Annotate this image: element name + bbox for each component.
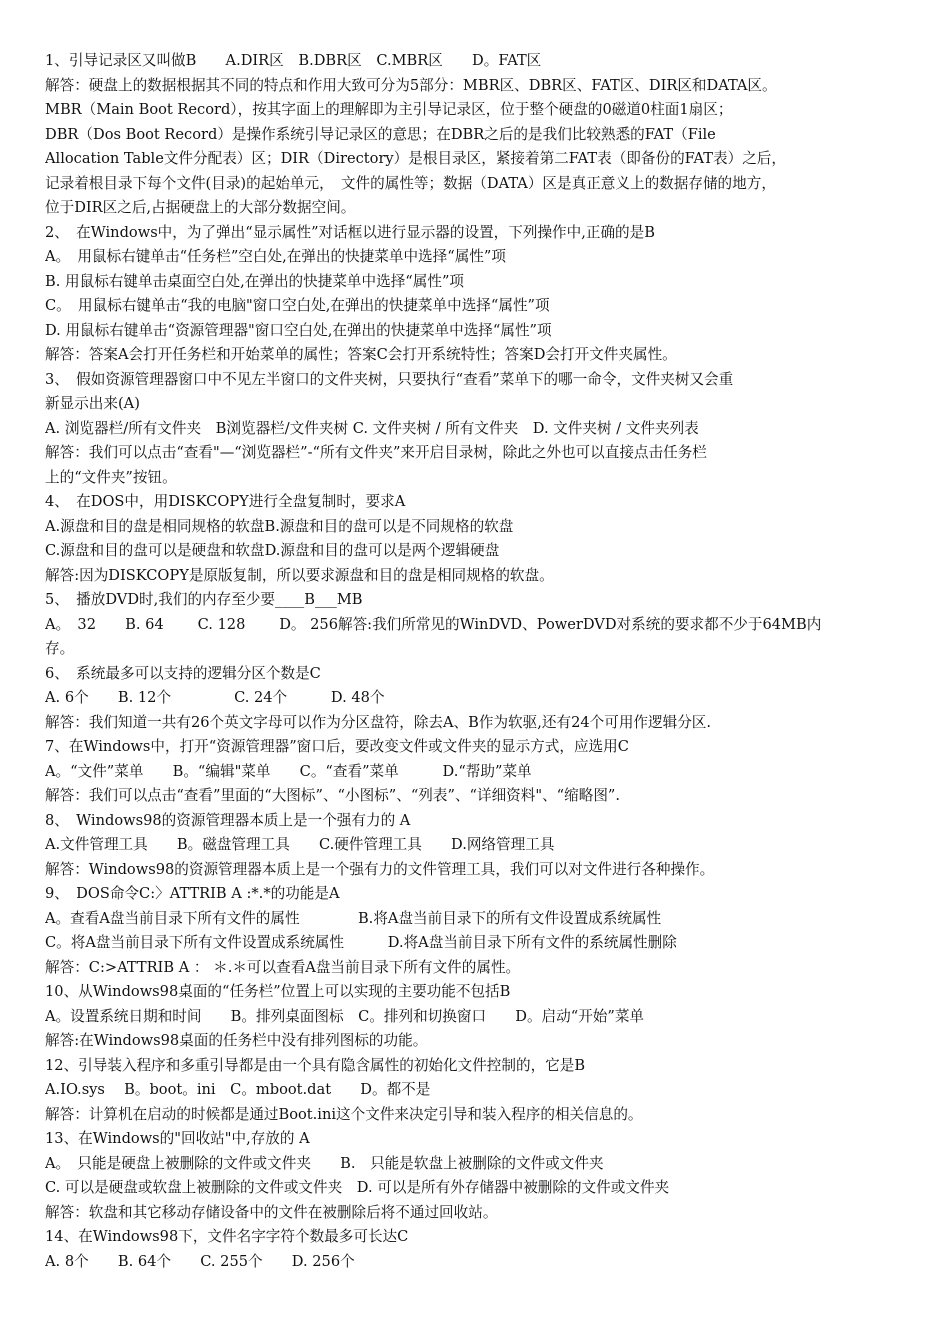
document-body	[45, 49, 925, 1274]
text-line: DBR（Dos Boot Record）是操作系统引导记录区的意思；在DBR之后的是我们比较熟悉的FAT（File	[45, 125, 716, 143]
text-line: C.源盘和目的盘可以是硬盘和软盘D.源盘和目的盘可以是两个逻辑硬盘	[45, 542, 500, 559]
text-line: C。 用鼠标右键单击“我的电脑"窗口空白处,在弹出的快捷菜单中选择“属性”项	[45, 297, 550, 314]
text-line: A.文件管理工具 B。磁盘管理工具 C.硬件管理工具 D.网络管理工具	[45, 836, 555, 853]
text-line: 解答：硬盘上的数据根据其不同的特点和作用大致可分为5部分：MBR区、DBR区、FAT区、DIR区和DATA区。	[45, 76, 777, 94]
text-line: A。 用鼠标右键单击“任务栏”空白处,在弹出的快捷菜单中选择“属性”项	[45, 248, 506, 265]
text-line: 记录着根目录下每个文件(目录)的起始单元， 文件的属性等；数据（DATA）区是真正意义上的数据存储的地方，	[45, 174, 776, 192]
text-line: D. 用鼠标右键单击“资源管理器"窗口空白处,在弹出的快捷菜单中选择“属性”项	[45, 321, 552, 339]
text-line: A。 只能是硬盘上被删除的文件或文件夹 B. 只能是软盘上被删除的文件或文件夹	[45, 1154, 604, 1172]
text-line: 解答：软盘和其它移动存储设备中的文件在被删除后将不通过回收站。	[45, 1203, 498, 1221]
text-line: 9、 DOS命令C:〉ATTRIB A :*.*的功能是A	[45, 885, 340, 902]
text-line: 13、在Windows的"回收站"中,存放的 A	[45, 1130, 310, 1147]
text-line: 解答：C:>ATTRIB A ： ＊.＊可以查看A盘当前目录下所有文件的属性。	[45, 958, 521, 976]
text-line: A.IO.sys B。boot。ini C。mboot.dat D。都不是	[45, 1081, 431, 1098]
text-line: 解答：我们可以点击“查看”里面的“大图标”、“小图标”、“列表”、“详细资料"、“缩略图”.	[45, 787, 621, 804]
text-line: A。设置系统日期和时间 B。排列桌面图标 C。排列和切换窗口 D。启动“开始”菜单	[45, 1007, 645, 1025]
text-line: 8、 Windows98的资源管理器本质上是一个强有力的 A	[45, 811, 411, 829]
text-line: 解答:因为DISKCOPY是原版复制，所以要求源盘和目的盘是相同规格的软盘。	[45, 566, 554, 584]
text-line: 7、在Windows中，打开“资源管理器”窗口后，要改变文件或文件夹的显示方式，应选用C	[45, 738, 629, 755]
text-line: A。 32 B. 64 C. 128 D。 256解答:我们所常见的WinDVD、PowerDVD对系统的要求都不少于64MB内	[45, 615, 822, 633]
text-line: 位于DIR区之后,占据硬盘上的大部分数据空间。	[45, 199, 356, 216]
text-line: 解答：答案A会打开任务栏和开始菜单的属性；答案C会打开系统特性；答案D会打开文件夹属性。	[45, 346, 677, 363]
text-line: B. 用鼠标右键单击桌面空白处,在弹出的快捷菜单中选择“属性”项	[45, 272, 465, 290]
text-line: 10、从Windows98桌面的“任务栏”位置上可以实现的主要功能不包括B	[45, 983, 511, 1000]
text-line: 解答：Windows98的资源管理器本质上是一个强有力的文件管理工具，我们可以对文件进行各种操作。	[45, 860, 715, 878]
text-line: 1、引导记录区又叫做B A.DIR区 B.DBR区 C.MBR区 D。FAT区	[45, 52, 542, 69]
text-line: 解答:在Windows98桌面的任务栏中没有排列图标的功能。	[45, 1032, 428, 1049]
text-line: C。将A盘当前目录下所有文件设置成系统属性 D.将A盘当前目录下所有文件的系统属性删除	[45, 934, 677, 951]
text-line: 6、 系统最多可以支持的逻辑分区个数是C	[45, 664, 321, 682]
text-line: 解答：我们可以点击“查看"—“浏览器栏”-“所有文件夹”来开启目录树，除此之外也可以直接点击任务栏	[45, 444, 707, 461]
text-line: A. 8个 B. 64个 C. 255个 D. 256个	[45, 1252, 355, 1270]
text-line: A. 6个 B. 12个 C. 24个 D. 48个	[45, 689, 385, 706]
text-line: 2、 在Windows中，为了弹出“显示属性”对话框以进行显示器的设置，下列操作中,正确的是B	[45, 223, 655, 241]
text-line: 解答：我们知道一共有26个英文字母可以作为分区盘符，除去A、B作为软驱,还有24个可用作逻辑分区.	[45, 713, 712, 731]
text-line: 解答：计算机在启动的时候都是通过Boot.ini这个文件来决定引导和装入程序的相关信息的。	[45, 1105, 643, 1123]
text-line: A。“文件”菜单 B。“编辑"菜单 C。“查看”菜单 D.“帮助”菜单	[45, 762, 532, 780]
text-line: 上的“文件夹”按钮。	[45, 468, 177, 486]
text-line: 14、在Windows98下，文件名字字符个数最多可长达C	[45, 1228, 409, 1245]
text-line: A. 浏览器栏/所有文件夹 B浏览器栏/文件夹树 C. 文件夹树 / 所有文件夹 D. 文件夹树 / 文件夹列表	[45, 419, 699, 437]
text-line: 存。	[45, 640, 75, 657]
text-line: 新显示出来(A)	[45, 395, 140, 412]
text-line: 4、 在DOS中，用DISKCOPY进行全盘复制时，要求A	[45, 493, 406, 510]
text-line: A.源盘和目的盘是相同规格的软盘B.源盘和目的盘可以是不同规格的软盘	[45, 517, 514, 535]
text-line: A。查看A盘当前目录下所有文件的属性 B.将A盘当前目录下的所有文件设置成系统属性	[45, 909, 662, 927]
text-line: 5、 播放DVD时,我们的内存至少要____B___MB	[45, 591, 363, 608]
text-line: 12、引导装入程序和多重引导都是由一个具有隐含属性的初始化文件控制的，它是B	[45, 1056, 586, 1074]
text-line: 3、 假如资源管理器窗口中不见左半窗口的文件夹树，只要执行“查看”菜单下的哪一命令，文件夹树又会重	[45, 370, 734, 388]
text-line: MBR（Main Boot Record），按其字面上的理解即为主引导记录区，位于整个硬盘的0磁道0柱面1扇区；	[45, 101, 733, 118]
text-line: Allocation Table文件分配表）区；DIR（Directory）是根目录区，紧接着第二FAT表（即备份的FAT表）之后，	[45, 150, 786, 167]
text-line: C. 可以是硬盘或软盘上被删除的文件或文件夹 D. 可以是所有外存储器中被删除的文件或文件夹	[45, 1179, 670, 1196]
